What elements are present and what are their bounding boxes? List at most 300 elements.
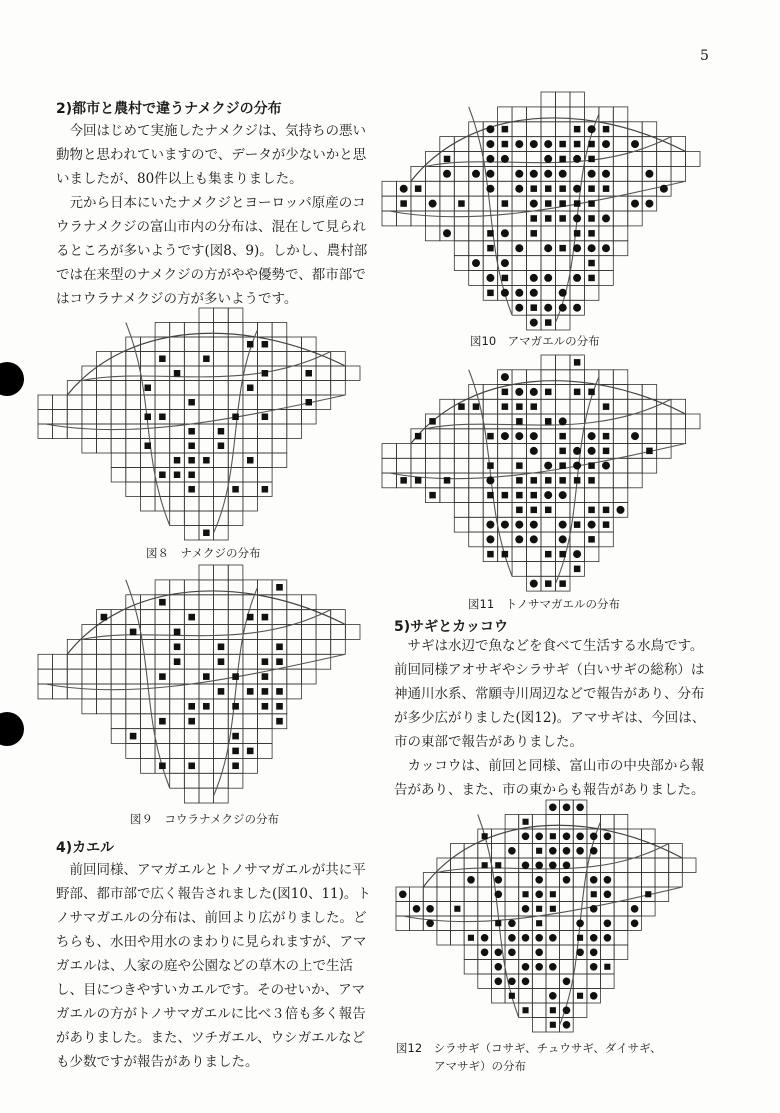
coastline <box>67 591 345 654</box>
record-marker-circle <box>631 920 639 928</box>
grid-cell <box>642 414 657 429</box>
figure-12-map <box>396 800 696 1032</box>
grid-cell <box>587 974 601 989</box>
grid-cell <box>214 714 229 729</box>
grid-cell <box>38 410 53 425</box>
record-marker-square <box>559 462 566 469</box>
record-marker-square <box>591 891 597 897</box>
record-marker-circle <box>508 949 516 957</box>
record-marker-circle <box>604 934 612 942</box>
record-marker-circle <box>515 170 523 178</box>
record-marker-circle <box>443 170 451 178</box>
grid-cell <box>228 595 243 610</box>
record-marker-square <box>203 703 210 710</box>
grid-cell <box>454 517 469 532</box>
record-marker-circle <box>426 905 434 913</box>
river <box>45 395 345 430</box>
record-marker-circle <box>544 170 552 178</box>
record-marker-circle <box>522 934 530 942</box>
grid-cell <box>541 532 556 547</box>
grid-cell <box>469 429 484 444</box>
grid-cell <box>97 424 112 439</box>
grid-cell <box>483 414 498 429</box>
grid-cell <box>613 488 628 503</box>
record-marker-circle <box>472 170 480 178</box>
grid-cell <box>584 399 599 414</box>
record-marker-circle <box>535 833 543 841</box>
grid-cell <box>584 285 599 300</box>
grid-cell <box>451 887 465 902</box>
grid-cell <box>425 211 440 226</box>
grid-cell <box>527 122 542 137</box>
record-marker-square <box>559 477 566 484</box>
record-marker-square <box>188 718 195 725</box>
grid-cell <box>199 468 214 483</box>
grid-cell <box>671 152 686 167</box>
grid-cell <box>546 945 560 960</box>
record-marker-square <box>188 703 195 710</box>
grid-cell <box>199 381 214 396</box>
grid-cell <box>382 444 397 459</box>
grid-cell <box>512 256 527 271</box>
grid-cell <box>464 902 478 917</box>
record-marker-circle <box>559 535 567 543</box>
grid-cell <box>287 381 302 396</box>
grid-cell <box>258 424 273 439</box>
grid-cell <box>170 337 185 352</box>
record-marker-circle <box>573 185 581 193</box>
grid-cell <box>425 181 440 196</box>
grid-cell <box>464 858 478 873</box>
grid-cell <box>243 639 258 654</box>
record-marker-circle <box>530 319 538 327</box>
grid-cell <box>560 960 574 975</box>
grid-cell <box>170 511 185 526</box>
record-marker-square <box>574 389 581 396</box>
grid-cell <box>214 453 229 468</box>
record-marker-square <box>159 472 166 479</box>
grid-cell <box>464 887 478 902</box>
grid-cell <box>170 714 185 729</box>
grid-cell <box>214 366 229 381</box>
grid-cell <box>519 873 533 888</box>
grid-cell <box>469 473 484 488</box>
grid-cell <box>302 639 317 654</box>
grid-cell <box>228 511 243 526</box>
grid-cell <box>214 729 229 744</box>
grid-cell <box>454 488 469 503</box>
record-marker-circle <box>559 289 567 297</box>
record-marker-circle <box>604 891 612 899</box>
grid-cell <box>440 196 455 211</box>
record-marker-square <box>203 673 210 680</box>
grid-cell <box>155 381 170 396</box>
grid-cell <box>669 873 683 888</box>
record-marker-square <box>545 185 552 192</box>
grid-cell <box>411 211 426 226</box>
record-marker-square <box>145 414 152 421</box>
record-marker-square <box>306 399 313 406</box>
record-marker-circle <box>399 891 407 899</box>
record-marker-circle <box>486 185 494 193</box>
grid-cell <box>469 517 484 532</box>
record-marker-square <box>232 703 239 710</box>
grid-cell <box>527 414 542 429</box>
record-marker-circle <box>515 244 523 252</box>
record-marker-square <box>603 126 610 132</box>
grid-cell <box>184 337 199 352</box>
grid-cell <box>126 395 141 410</box>
record-marker-square <box>516 492 523 499</box>
record-marker-square <box>159 763 166 770</box>
record-marker-square <box>550 1022 556 1028</box>
grid-cell <box>469 241 484 256</box>
grid-cell <box>184 625 199 640</box>
grid-cell <box>287 410 302 425</box>
grid-cell <box>556 370 571 385</box>
record-marker-circle <box>530 140 538 148</box>
record-marker-square <box>415 433 422 440</box>
record-marker-circle <box>544 274 552 282</box>
grid-cell <box>331 639 346 654</box>
grid-cell <box>512 122 527 137</box>
record-marker-square <box>159 718 166 725</box>
record-marker-circle <box>573 214 581 222</box>
grid-cell <box>199 684 214 699</box>
grid-cell <box>570 488 585 503</box>
record-marker-circle <box>573 304 581 312</box>
grid-cell <box>214 308 229 323</box>
grid-cell <box>272 410 287 425</box>
record-marker-square <box>174 457 181 464</box>
grid-cell <box>111 453 126 468</box>
grid-cell <box>628 458 643 473</box>
figure-12-caption-line2: アマサギ）の分布 <box>434 1059 526 1073</box>
grid-cell <box>214 758 229 773</box>
grid-cell <box>671 429 686 444</box>
record-marker-square <box>588 536 595 543</box>
grid-cell <box>228 352 243 367</box>
record-marker-square <box>159 599 166 606</box>
record-marker-square <box>487 492 494 499</box>
grid-cell <box>382 473 397 488</box>
grid-cell <box>498 107 512 122</box>
record-marker-square <box>174 629 181 636</box>
grid-cell <box>628 152 643 167</box>
grid-cell <box>199 654 214 669</box>
grid-cell <box>141 468 156 483</box>
grid-cell <box>155 366 170 381</box>
grid-cell <box>556 355 571 370</box>
page-number: 5 <box>700 48 709 64</box>
grid-cell <box>53 654 68 669</box>
record-marker-circle <box>486 125 494 133</box>
grid-cell <box>613 241 628 256</box>
record-marker-square <box>188 428 195 435</box>
record-marker-square <box>262 341 269 348</box>
record-marker-square <box>523 1007 529 1013</box>
record-marker-circle <box>501 155 509 163</box>
grid-cell <box>642 429 657 444</box>
record-marker-square <box>415 477 422 484</box>
record-marker-square <box>531 403 538 410</box>
grid-cell <box>82 410 97 425</box>
grid-cell <box>454 166 469 181</box>
grid-cell <box>287 366 302 381</box>
grid-cell <box>170 482 185 497</box>
record-marker-circle <box>522 862 530 870</box>
record-marker-circle <box>501 521 509 529</box>
grid-cell <box>214 381 229 396</box>
record-marker-circle <box>544 491 552 499</box>
grid-cell <box>498 211 512 226</box>
grid-cell <box>560 931 574 946</box>
record-marker-circle <box>590 905 598 913</box>
grid-cell <box>126 366 141 381</box>
grid-cell <box>170 744 185 759</box>
grid-cell <box>38 684 53 699</box>
river <box>403 887 683 922</box>
grid-cell <box>170 758 185 773</box>
grid-cell <box>141 699 156 714</box>
record-marker-circle <box>631 140 639 148</box>
grid-cell <box>587 916 601 931</box>
grid-cell <box>570 414 585 429</box>
grid-cell <box>97 669 112 684</box>
record-marker-circle <box>544 304 552 312</box>
grid-cell <box>541 399 556 414</box>
record-marker-square <box>262 703 269 710</box>
grid-cell <box>184 684 199 699</box>
record-marker-circle <box>588 432 596 440</box>
grid-cell <box>541 517 556 532</box>
record-marker-circle <box>522 963 530 971</box>
grid-cell <box>214 337 229 352</box>
record-marker-square <box>577 993 583 999</box>
grid-cell <box>642 122 657 137</box>
record-marker-square <box>159 356 166 363</box>
grid-cell <box>454 458 469 473</box>
grid-cell <box>199 625 214 640</box>
grid-cell <box>628 858 642 873</box>
grid-cell <box>214 497 229 512</box>
record-marker-square <box>574 200 581 207</box>
grid-cell <box>546 916 560 931</box>
grid-cell <box>454 152 469 167</box>
record-marker-square <box>588 275 595 282</box>
record-marker-circle <box>429 200 437 208</box>
grid-cell <box>682 858 696 873</box>
grid-cell <box>272 439 287 454</box>
grid-cell <box>111 381 126 396</box>
grid-cell <box>302 410 317 425</box>
record-marker-square <box>502 126 509 132</box>
record-marker-square <box>473 403 480 410</box>
record-marker-square <box>174 644 181 651</box>
grid-cell <box>437 873 451 888</box>
record-marker-square <box>188 399 195 406</box>
grid-cell <box>184 526 199 541</box>
grid-cell <box>97 639 112 654</box>
grid-cell <box>141 654 156 669</box>
grid-cell <box>505 815 519 830</box>
grid-cell <box>126 639 141 654</box>
grid-cell <box>425 458 440 473</box>
record-marker-square <box>262 673 269 680</box>
grid-cell <box>584 547 599 562</box>
grid-cell <box>258 352 273 367</box>
grid-cell <box>97 439 112 454</box>
grid-cell <box>599 370 614 385</box>
grid-cell <box>228 439 243 454</box>
grid-cell <box>657 166 672 181</box>
grid-cell <box>155 395 170 410</box>
grid-cell <box>243 352 258 367</box>
record-marker-square <box>509 993 515 999</box>
grid-cell <box>111 729 126 744</box>
record-marker-square <box>415 185 422 192</box>
record-marker-square <box>232 486 239 493</box>
record-marker-square <box>559 141 566 148</box>
grid-cell <box>437 931 451 946</box>
grid-cell <box>184 654 199 669</box>
record-marker-square <box>574 359 581 366</box>
grid-cell <box>82 669 97 684</box>
record-marker-square <box>550 891 556 897</box>
record-marker-circle <box>563 862 571 870</box>
grid-cell <box>155 580 170 595</box>
grid-cell <box>170 669 185 684</box>
record-marker-square <box>559 200 566 207</box>
record-marker-square <box>188 443 195 450</box>
river <box>389 181 685 217</box>
record-marker-square <box>487 245 494 252</box>
record-marker-square <box>588 260 595 267</box>
grid-cell <box>541 107 556 122</box>
grid-cell <box>38 654 53 669</box>
grid-cell <box>243 410 258 425</box>
grid-cell <box>199 511 214 526</box>
record-marker-square <box>276 644 283 651</box>
paragraph: サギは水辺で魚などを食べて生活する水鳥です。前回同様アオサギやシラサギ（白いサギの総称）は神通川水系、常願寺川周辺などで報告があり、分布が多少広がりました(図12)。アマサギは、今回は、市の東部で報告がありました。 <box>394 638 706 750</box>
grid-cell <box>628 873 642 888</box>
record-marker-circle <box>400 185 408 193</box>
grid-cell <box>214 669 229 684</box>
record-marker-square <box>188 614 195 621</box>
record-marker-square <box>588 389 595 396</box>
record-marker-circle <box>515 140 523 148</box>
grid-cell <box>111 699 126 714</box>
record-marker-circle <box>590 949 598 957</box>
grid-cell <box>170 497 185 512</box>
grid-cell <box>382 196 397 211</box>
grid-cell <box>287 424 302 439</box>
grid-cell <box>655 887 669 902</box>
grid-cell <box>184 381 199 396</box>
grid-cell <box>82 699 97 714</box>
grid-cell <box>613 429 628 444</box>
record-marker-circle <box>588 244 596 252</box>
record-marker-square <box>603 433 610 440</box>
grid-cell <box>628 414 643 429</box>
record-marker-square <box>487 551 494 558</box>
grid-cell <box>642 152 657 167</box>
grid-cell <box>141 744 156 759</box>
grid-cell <box>316 395 331 410</box>
record-marker-square <box>247 341 254 348</box>
grid-cell <box>258 580 273 595</box>
grid-cell <box>541 355 556 370</box>
record-marker-circle <box>495 891 503 899</box>
grid-cell <box>170 610 185 625</box>
grid-cell <box>469 532 484 547</box>
grid-cell <box>228 395 243 410</box>
record-marker-circle <box>481 934 489 942</box>
record-marker-circle <box>495 963 503 971</box>
grid-cell <box>184 773 199 788</box>
record-marker-square <box>545 200 552 207</box>
grid-cell <box>82 439 97 454</box>
grid-cell <box>258 439 273 454</box>
grid-cell <box>642 873 656 888</box>
grid-cell <box>613 399 628 414</box>
grid-cell <box>155 625 170 640</box>
grid-cell <box>170 699 185 714</box>
record-marker-circle <box>535 949 543 957</box>
grid-cell <box>613 226 628 241</box>
grid-cell <box>199 482 214 497</box>
record-marker-square <box>203 530 210 537</box>
record-marker-square <box>429 492 436 499</box>
grid-cell <box>199 773 214 788</box>
record-marker-circle <box>515 388 523 396</box>
record-marker-circle <box>515 521 523 529</box>
record-marker-circle <box>501 432 509 440</box>
record-marker-circle <box>576 949 584 957</box>
record-marker-square <box>262 688 269 695</box>
record-marker-square <box>218 688 225 695</box>
record-marker-square <box>545 418 552 425</box>
grid-cell <box>170 381 185 396</box>
record-marker-circle <box>530 274 538 282</box>
record-marker-square <box>495 920 501 926</box>
record-marker-circle <box>588 170 596 178</box>
grid-cell <box>440 429 455 444</box>
grid-cell <box>97 381 112 396</box>
grid-cell <box>512 562 527 577</box>
grid-cell <box>67 424 82 439</box>
grid-cell <box>451 916 465 931</box>
record-marker-square <box>400 477 407 484</box>
record-marker-square <box>531 230 538 237</box>
grid-cell <box>498 444 512 459</box>
grid-cell <box>170 439 185 454</box>
grid-cell <box>478 902 492 917</box>
record-marker-square <box>276 658 283 665</box>
grid-cell <box>614 844 628 859</box>
grid-cell <box>199 744 214 759</box>
grid-cell <box>451 873 465 888</box>
grid-cell <box>527 241 542 256</box>
record-marker-square <box>262 658 269 665</box>
grid-cell <box>287 639 302 654</box>
grid-cell <box>228 308 243 323</box>
grid-cell <box>228 453 243 468</box>
grid-cell <box>155 729 170 744</box>
grid-cell <box>141 366 156 381</box>
grid-cell <box>397 444 412 459</box>
grid-cell <box>613 385 628 400</box>
